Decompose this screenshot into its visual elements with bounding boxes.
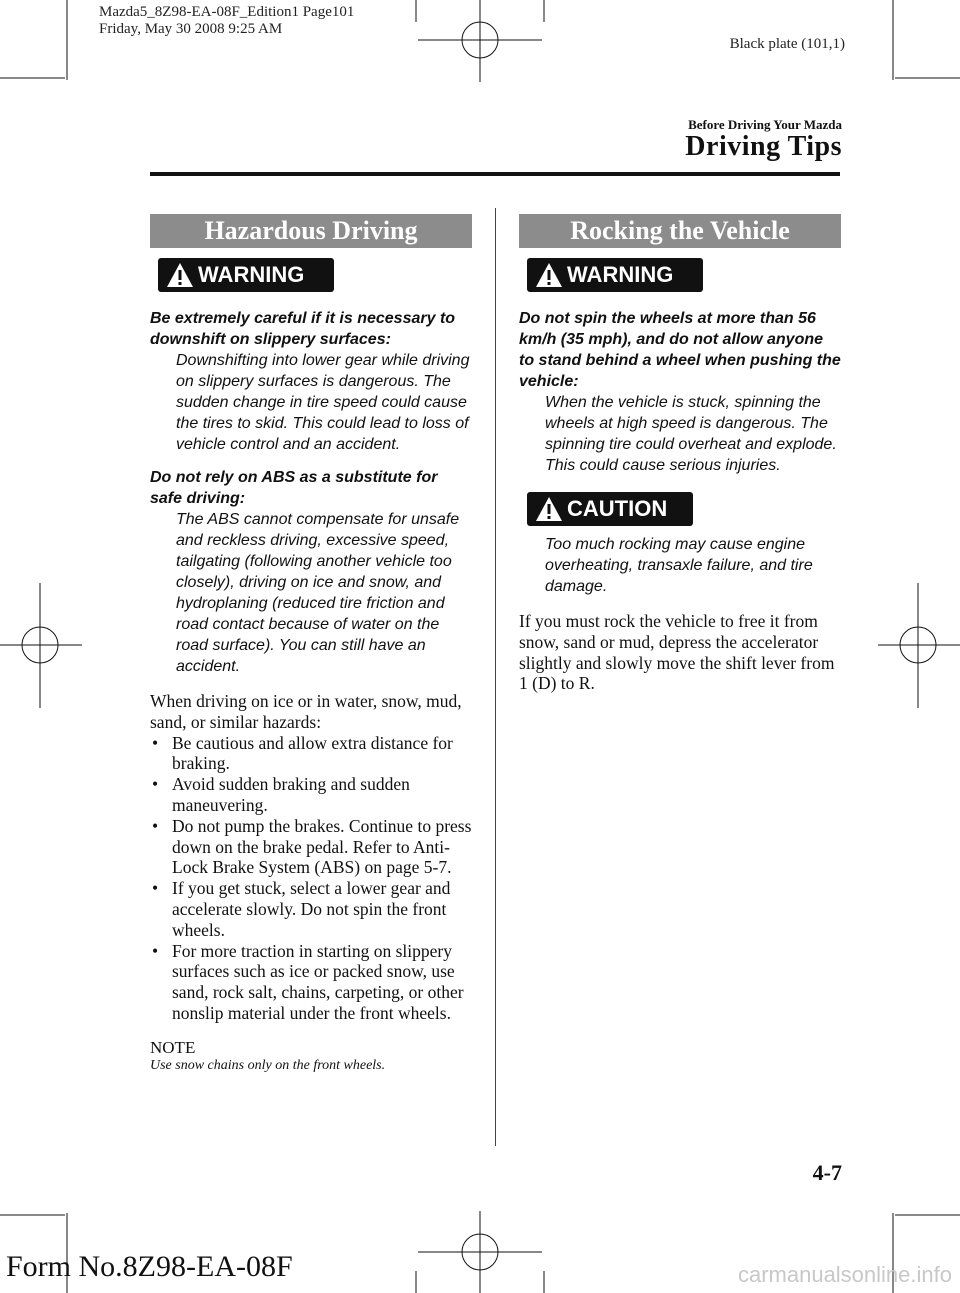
rocking-instructions: If you must rock the vehicle to free it from snow, sand or mud, depress the accelerator slightly and slowly move the shift lever from 1 (D) to R. [519, 611, 835, 694]
caution-body: Too much rocking may cause engine overheating, transaxle failure, and tire damage. [545, 536, 813, 595]
note-label: NOTE [150, 1037, 196, 1057]
warning-heading-abs: Do not rely on ABS as a substitute for safe driving: [150, 469, 438, 507]
warning-triangle-icon [166, 262, 194, 288]
warning-triangle-icon [535, 496, 563, 522]
column-divider [495, 208, 496, 1146]
list-item: • If you get stuck, select a lower gear and accelerate slowly. Do not spin the front wheels. [150, 878, 472, 940]
watermark: carmanualsonline.info [737, 1262, 952, 1287]
section-label: Before Driving Your Mazda [688, 117, 842, 132]
warning-body-downshift: Downshifting into lower gear while driving on slippery surfaces is dangerous. The sudden change in tire speed could cause the tires to skid. This could lead to loss of vehicle control and an accident. [176, 352, 470, 453]
print-meta [99, 4, 354, 38]
form-number: Form No.8Z98-EA-08F [6, 1250, 293, 1283]
chapter-title: Driving Tips [685, 131, 842, 162]
print-meta-line1: Mazda5_8Z98-EA-08F_Edition1 Page101 [99, 4, 355, 20]
warning-body-abs: The ABS cannot compensate for unsafe and reckless driving, excessive speed, tailgating (following another vehicle too closely), driving on ice and snow, and hydroplaning (reduced tire friction and road contact because of water on the road surface). You can still have an accident. [176, 511, 460, 675]
list-item: • Be cautious and allow extra distance for braking. [150, 733, 472, 775]
hazard-tips-list [150, 733, 472, 1024]
section-title-rocking-the-vehicle: Rocking the Vehicle [519, 214, 841, 248]
hazards-intro: When driving on ice or in water, snow, mud, sand, or similar hazards: [150, 691, 462, 732]
print-meta-line2: Friday, May 30 2008 9:25 AM [99, 21, 283, 37]
warning-label: WARNING [198, 262, 305, 287]
warning-badge [158, 258, 334, 292]
caution-badge [527, 492, 693, 526]
caution-label: CAUTION [567, 496, 668, 521]
section-title-hazardous-driving: Hazardous Driving [150, 214, 472, 248]
list-item: • Do not pump the brakes. Continue to press down on the brake pedal. Refer to Anti-Lock Brake System (ABS) on page 5-7. [150, 816, 472, 878]
list-item: • Avoid sudden braking and sudden maneuvering. [150, 774, 472, 816]
warning-badge [527, 258, 703, 292]
warning-label: WARNING [567, 262, 674, 287]
right-column [519, 214, 841, 694]
note-text: Use snow chains only on the front wheels. [150, 1057, 386, 1073]
plate-label: Black plate (101,1) [729, 36, 845, 52]
warning-triangle-icon [535, 262, 563, 288]
header-rule [150, 172, 840, 176]
warning-heading-downshift: Be extremely careful if it is necessary to downshift on slippery surfaces: [150, 310, 456, 348]
left-column [150, 214, 472, 1074]
warning-body-spin: When the vehicle is stuck, spinning the wheels at high speed is dangerous. The spinning tire could overheat and explode. This could cause serious injuries. [545, 394, 837, 474]
warning-heading-spin: Do not spin the wheels at more than 56 km/h (35 mph), and do not allow anyone to stand behind a wheel when pushing the vehicle: [519, 310, 841, 390]
list-item: • For more traction in starting on slippery surfaces such as ice or packed snow, use sand, rock salt, chains, carpeting, or other nonslip material under the front wheels. [150, 941, 472, 1024]
page-number: 4-7 [812, 1160, 842, 1185]
